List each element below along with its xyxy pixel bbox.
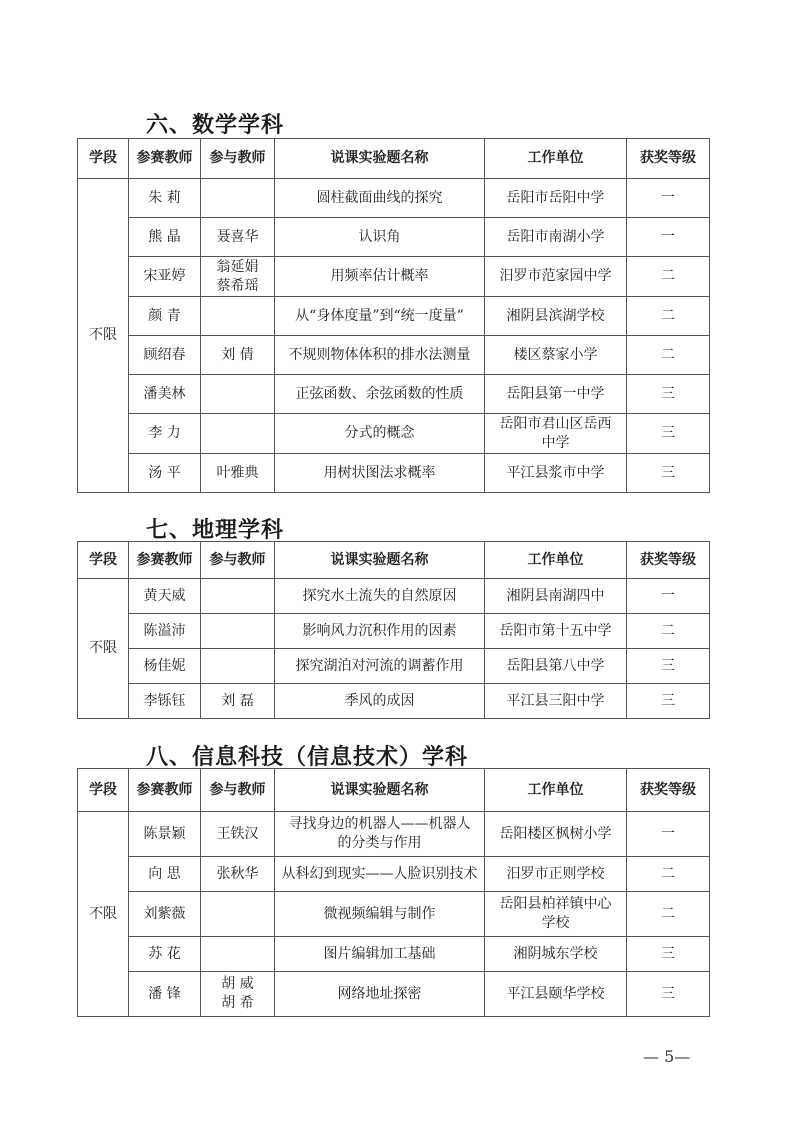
header-teacher: 参赛教师: [129, 769, 201, 812]
participant-cell: [201, 336, 275, 375]
topic-cell: [275, 179, 485, 218]
teacher-cell: 苏 花: [129, 937, 201, 972]
table-header-row: [78, 542, 710, 579]
teacher-cell: 宋亚婷: [129, 257, 201, 297]
award-cell: 二: [627, 892, 710, 937]
table-row: [78, 218, 710, 257]
award-cell: 三: [627, 684, 710, 719]
unit-cell-line: 平江县三阳中学: [506, 692, 605, 709]
topic-cell: [275, 375, 485, 414]
award-cell: 一: [627, 218, 710, 257]
award-cell: 二: [627, 257, 710, 297]
page-number: — 5—: [643, 1047, 691, 1066]
header-award: 获奖等级: [627, 769, 710, 812]
unit-cell-line: 岳阳市君山区岳西: [499, 415, 612, 432]
teacher-cell: 向 思: [129, 857, 201, 892]
unit-cell: [485, 812, 627, 857]
unit-cell-line: 平江县颐华学校: [506, 985, 605, 1002]
table-row: [78, 179, 710, 218]
topic-cell-line: 从科幻到现实——人脸识别技术: [281, 865, 478, 882]
participant-cell-line: 聂喜华: [216, 228, 259, 245]
unit-cell: [485, 857, 627, 892]
participant-cell: [201, 257, 275, 297]
section-title-it: 八、信息科技（信息技术）学科: [146, 745, 469, 770]
topic-cell-line: 微视频编辑与制作: [323, 905, 436, 922]
header-unit: 工作单位: [485, 542, 627, 579]
topic-cell-line: 探究湖泊对河流的调蓄作用: [295, 657, 464, 674]
it-award-table: [77, 768, 710, 1017]
topic-cell-line: 网络地址探密: [337, 985, 422, 1002]
participant-cell: [201, 454, 275, 493]
table-row: [78, 375, 710, 414]
header-teacher: 参赛教师: [129, 139, 201, 179]
teacher-cell: 陈溢沛: [129, 614, 201, 649]
geography-award-table: [77, 541, 710, 719]
topic-cell-line: 不规则物体体积的排水法测量: [288, 346, 471, 363]
participant-cell: [201, 579, 275, 614]
topic-cell-line: 图片编辑加工基础: [323, 945, 436, 962]
award-cell: 三: [627, 972, 710, 1017]
participant-cell-line: 翁延娟: [216, 258, 259, 275]
participant-cell-line: 蔡希瑶: [216, 277, 259, 294]
teacher-cell: 李 力: [129, 414, 201, 454]
topic-cell: [275, 812, 485, 857]
header-stage: 学段: [78, 542, 129, 579]
unit-cell-line: 湘阴县南湖四中: [506, 587, 605, 604]
unit-cell: [485, 579, 627, 614]
teacher-cell: 潘 锋: [129, 972, 201, 1017]
table-row: [78, 972, 710, 1017]
header-award: 获奖等级: [627, 542, 710, 579]
header-stage: 学段: [78, 139, 129, 179]
teacher-cell: 潘美林: [129, 375, 201, 414]
award-cell: 三: [627, 937, 710, 972]
stage-cell: 不限: [78, 179, 129, 493]
unit-cell-line: 岳阳县第一中学: [506, 385, 605, 402]
award-cell: 二: [627, 297, 710, 336]
teacher-cell: 熊 晶: [129, 218, 201, 257]
unit-cell: [485, 614, 627, 649]
award-cell: 一: [627, 812, 710, 857]
topic-cell-line: 分式的概念: [344, 425, 415, 441]
participant-cell-line: 叶雅典: [216, 464, 259, 481]
table-row: [78, 892, 710, 937]
unit-cell-line: 湘阴县滨湖学校: [506, 307, 605, 324]
header-participant: 参与教师: [201, 542, 275, 579]
unit-cell: [485, 179, 627, 218]
participant-cell-line: 刘 磊: [221, 692, 254, 709]
topic-cell: [275, 649, 485, 684]
header-award: 获奖等级: [627, 139, 710, 179]
topic-cell-line: 寻找身边的机器人——机器人: [288, 816, 471, 832]
topic-cell-line: 圆柱截面曲线的探究: [316, 189, 443, 206]
topic-cell: [275, 684, 485, 719]
header-topic: 说课实验题名称: [275, 769, 485, 812]
participant-cell-line: 胡 希: [221, 995, 254, 1011]
unit-cell: [485, 375, 627, 414]
topic-cell-line: 从“身体度量”到“统一度量”: [295, 307, 464, 324]
topic-cell: [275, 937, 485, 972]
unit-cell-line: 岳阳市岳阳中学: [506, 189, 605, 206]
topic-cell: [275, 579, 485, 614]
participant-cell: [201, 297, 275, 336]
table-row: [78, 257, 710, 297]
topic-cell: [275, 857, 485, 892]
table-row: [78, 649, 710, 684]
award-cell: 三: [627, 649, 710, 684]
topic-cell-line: 影响风力沉积作用的因素: [302, 622, 457, 639]
topic-cell: [275, 336, 485, 375]
participant-cell: [201, 218, 275, 257]
table-row: [78, 937, 710, 972]
table-row: [78, 857, 710, 892]
unit-cell-line: 岳阳县柏祥镇中心: [499, 896, 612, 912]
participant-cell: [201, 892, 275, 937]
award-cell: 二: [627, 614, 710, 649]
topic-cell-line: 用频率估计概率: [330, 268, 429, 284]
unit-cell: [485, 257, 627, 297]
participant-cell-line: 王铁汉: [216, 825, 259, 842]
header-topic: 说课实验题名称: [275, 542, 485, 579]
section-title-math: 六、数学学科: [146, 113, 285, 138]
topic-cell-line: 正弦函数、余弦函数的性质: [295, 385, 464, 402]
teacher-cell: 朱 莉: [129, 179, 201, 218]
teacher-cell: 汤 平: [129, 454, 201, 493]
topic-cell: [275, 454, 485, 493]
participant-cell: [201, 812, 275, 857]
participant-cell-line: 刘 倩: [221, 346, 254, 363]
participant-cell: [201, 649, 275, 684]
unit-cell: [485, 892, 627, 937]
topic-cell-line: 季风的成因: [344, 692, 415, 709]
unit-cell: [485, 684, 627, 719]
table-row: [78, 454, 710, 493]
unit-cell: [485, 336, 627, 375]
unit-cell-line: 岳阳县第八中学: [506, 657, 605, 674]
unit-cell: [485, 454, 627, 493]
teacher-cell: 黄天威: [129, 579, 201, 614]
teacher-cell: 顾绍春: [129, 336, 201, 375]
teacher-cell: 刘紫薇: [129, 892, 201, 937]
participant-cell-line: 张秋华: [216, 865, 259, 882]
table-row: [78, 414, 710, 454]
unit-cell: [485, 414, 627, 454]
unit-cell-line: 学校: [541, 915, 570, 931]
teacher-cell: 李铄钰: [129, 684, 201, 719]
unit-cell-line: 岳阳楼区枫树小学: [499, 825, 612, 842]
stage-cell: 不限: [78, 579, 129, 719]
topic-cell-line: 认识角: [358, 228, 401, 245]
award-cell: 三: [627, 375, 710, 414]
unit-cell: [485, 297, 627, 336]
topic-cell: [275, 257, 485, 297]
header-unit: 工作单位: [485, 139, 627, 179]
header-stage: 学段: [78, 769, 129, 812]
teacher-cell: 杨佳妮: [129, 649, 201, 684]
participant-cell: [201, 937, 275, 972]
participant-cell: [201, 972, 275, 1017]
unit-cell-line: 岳阳市第十五中学: [499, 622, 612, 639]
unit-cell-line: 平江县浆市中学: [506, 464, 605, 481]
header-participant: 参与教师: [201, 139, 275, 179]
topic-cell: [275, 297, 485, 336]
table-row: [78, 614, 710, 649]
unit-cell-line: 中学: [541, 434, 570, 451]
participant-cell-line: 胡 威: [221, 976, 254, 992]
header-unit: 工作单位: [485, 769, 627, 812]
topic-cell: [275, 972, 485, 1017]
table-header-row: [78, 769, 710, 812]
award-cell: 一: [627, 579, 710, 614]
unit-cell: [485, 972, 627, 1017]
table-row: [78, 297, 710, 336]
participant-cell: [201, 614, 275, 649]
section-title-geography: 七、地理学科: [146, 518, 285, 543]
topic-cell: [275, 218, 485, 257]
award-cell: 二: [627, 857, 710, 892]
participant-cell: [201, 375, 275, 414]
participant-cell: [201, 684, 275, 719]
header-teacher: 参赛教师: [129, 542, 201, 579]
unit-cell-line: 湘阴城东学校: [513, 945, 598, 962]
participant-cell: [201, 857, 275, 892]
table-row: [78, 336, 710, 375]
participant-cell: [201, 414, 275, 454]
topic-cell-line: 用树状图法求概率: [323, 464, 436, 481]
unit-cell-line: 楼区蔡家小学: [513, 346, 598, 363]
topic-cell: [275, 892, 485, 937]
unit-cell: [485, 218, 627, 257]
header-topic: 说课实验题名称: [275, 139, 485, 179]
unit-cell: [485, 649, 627, 684]
unit-cell: [485, 937, 627, 972]
unit-cell-line: 岳阳市南湖小学: [506, 228, 605, 245]
participant-cell: [201, 179, 275, 218]
table-row: [78, 684, 710, 719]
award-cell: 三: [627, 454, 710, 493]
topic-cell: [275, 614, 485, 649]
unit-cell-line: 汨罗市正则学校: [506, 865, 605, 882]
award-cell: 三: [627, 414, 710, 454]
table-header-row: [78, 139, 710, 179]
award-cell: 二: [627, 336, 710, 375]
table-row: [78, 579, 710, 614]
table-row: [78, 812, 710, 857]
unit-cell-line: 汨罗市范家园中学: [499, 268, 612, 284]
stage-cell: 不限: [78, 812, 129, 1017]
topic-cell-line: 的分类与作用: [337, 835, 422, 851]
topic-cell: [275, 414, 485, 454]
teacher-cell: 颜 青: [129, 297, 201, 336]
math-award-table: [77, 138, 710, 493]
award-cell: 一: [627, 179, 710, 218]
topic-cell-line: 探究水土流失的自然原因: [302, 587, 457, 604]
teacher-cell: 陈景颖: [129, 812, 201, 857]
header-participant: 参与教师: [201, 769, 275, 812]
